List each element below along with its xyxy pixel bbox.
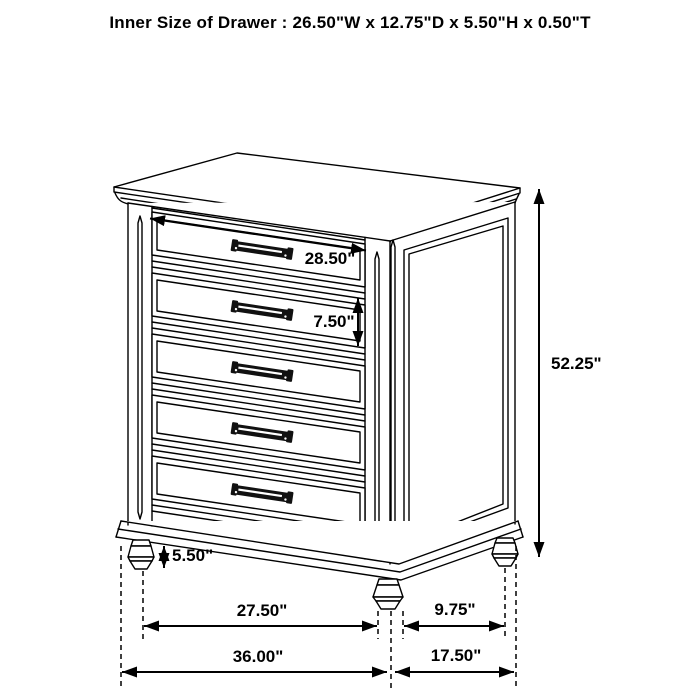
foot-back-right — [492, 538, 518, 566]
dimension-overall-depth — [395, 646, 514, 672]
foot-front-right — [373, 579, 403, 609]
drawer-front-height-label: 7.50" — [313, 312, 355, 331]
front-left-stile — [138, 207, 152, 527]
dimension-side-leg-spacing — [404, 600, 504, 626]
page-title: Inner Size of Drawer : 26.50"W x 12.75"D x 5.50"H x 0.50"T — [109, 13, 591, 32]
dimension-front-leg-spacing — [144, 601, 377, 626]
dimension-overall-width — [122, 647, 387, 672]
dimension-leg-height — [164, 546, 213, 568]
overall-height-label: 52.25" — [551, 354, 602, 373]
overall-depth-label: 17.50" — [430, 646, 482, 665]
front-leg-spacing-label: 27.50" — [236, 601, 288, 620]
drawer-width-label: 28.50" — [304, 249, 356, 268]
front-right-stile — [365, 237, 379, 559]
overall-width-label: 36.00" — [232, 647, 284, 666]
dimension-overall-height — [539, 189, 602, 557]
foot-front-left — [128, 540, 154, 569]
side-leg-spacing-label: 9.75" — [434, 600, 476, 619]
leg-height-label: 5.50" — [172, 546, 214, 565]
side-panel — [391, 218, 508, 546]
